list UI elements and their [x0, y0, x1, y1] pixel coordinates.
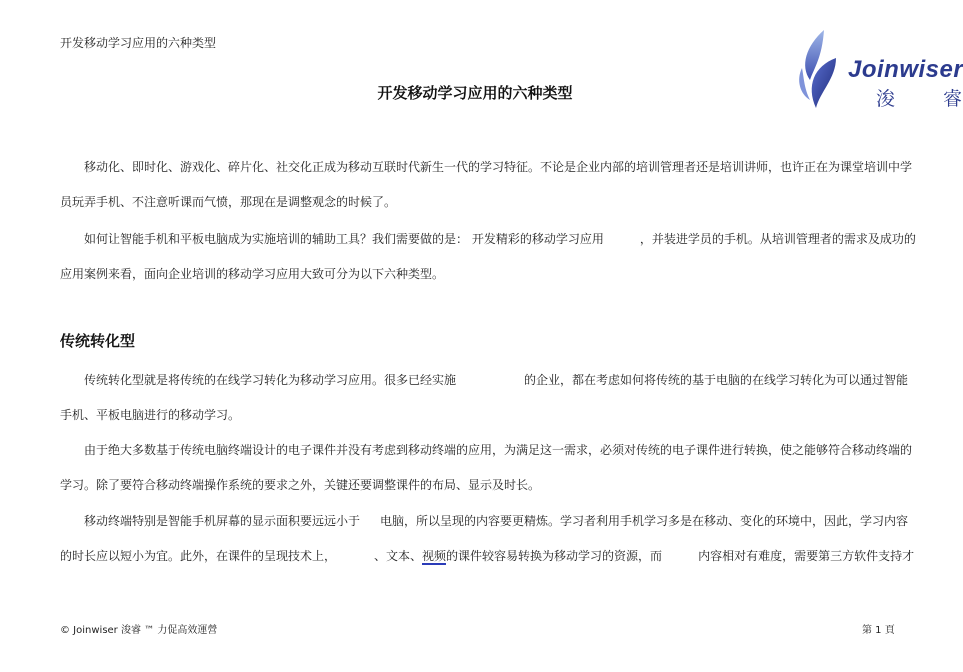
paragraph-line	[84, 371, 909, 388]
paragraph-line: 手机、平板电脑进行的移动学习。	[60, 408, 241, 422]
text-run: 移动终端特别是智能手机屏幕的显示面积要远远小于	[84, 514, 361, 528]
paragraph-line: 移动化、即时化、游戏化、碎片化、社交化正成为移动互联时代新生一代的学习特征。不论是企业内部的培训管理者还是培训讲师，也许正在为课堂培训中学	[84, 160, 913, 174]
section-heading: 传统转化型	[60, 332, 136, 350]
paragraph-line	[84, 230, 916, 247]
page-header-title: 开发移动学习应用的六种类型	[60, 36, 217, 50]
text-run: 的时长应以短小为宜。此外，在课件的呈现技术上，	[60, 549, 337, 563]
paragraph-line	[60, 547, 915, 564]
paragraph-line	[84, 512, 909, 529]
paragraph-line: 员玩弄手机、不注意听课而气愤，那现在是调整观念的时候了。	[60, 195, 397, 209]
logo-brand-cn-1: 浚	[876, 88, 896, 110]
text-run: 电脑，所以呈现的内容要更精炼。学习者利用手机学习多是在移动、变化的环境中，因此，学习内容	[380, 514, 909, 528]
document-title: 开发移动学习应用的六种类型	[377, 84, 573, 102]
text-run: 的企业，都在考虑如何将传统的基于电脑的在线学习转化为可以通过智能	[524, 373, 909, 387]
paragraph-line: 应用案例来看，面向企业培训的移动学习应用大致可分为以下六种类型。	[60, 267, 445, 281]
text-run: 如何让智能手机和平板电脑成为实施培训的辅助工具？我们需要做的是： 开发精彩的移动学习应用	[84, 232, 604, 246]
text-run: 的课件较容易转换为移动学习的资源，而	[446, 549, 663, 563]
logo-brand-en: Joinwiser	[848, 56, 963, 83]
footer-copyright: © Joinwiser 浚睿 ™ 力促高效運營	[60, 625, 218, 636]
video-link[interactable]: 视频	[422, 549, 447, 563]
paragraph-line: 由于绝大多数基于传统电脑终端设计的电子课件并没有考虑到移动终端的应用，为满足这一需求，必须对传统的电子课件进行转换，使之能够符合移动终端的	[84, 443, 913, 457]
text-run: 传统转化型就是将传统的在线学习转化为移动学习应用。很多已经实施	[84, 373, 457, 387]
text-run: 内容相对有难度，需要第三方软件支持才	[698, 549, 915, 563]
paragraph-line: 学习。除了要符合移动终端操作系统的要求之外，关键还要调整课件的布局、显示及时长。	[60, 478, 541, 492]
text-run: ，并装进学员的手机。从培训管理者的需求及成功的	[639, 232, 916, 246]
text-run: 、文本、	[374, 549, 423, 563]
footer-page-number: 第 1 頁	[862, 625, 895, 636]
logo-brand-cn-2: 睿	[943, 88, 963, 110]
